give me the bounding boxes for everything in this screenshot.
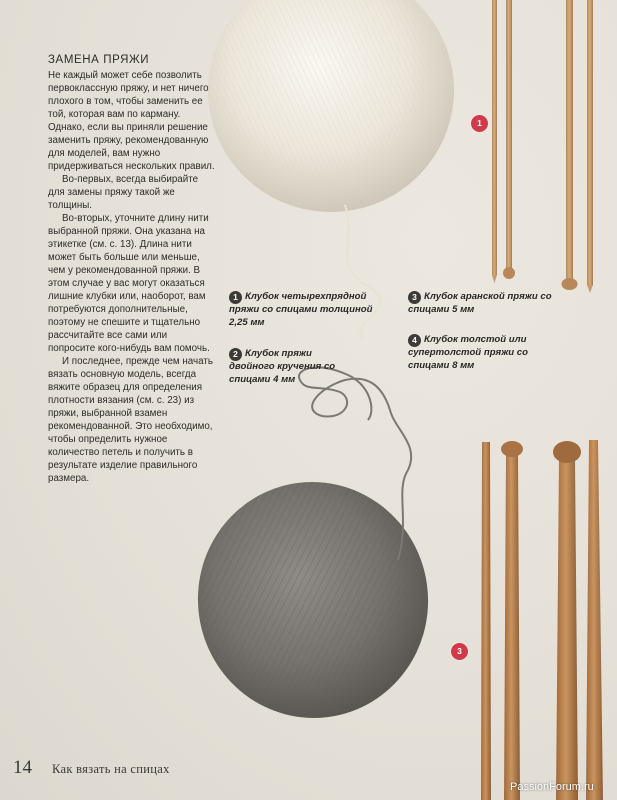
photo-marker-3: 3 xyxy=(451,643,468,660)
needle-thick-2 xyxy=(504,455,520,800)
caption-text: Клубок аранской пряжи со спицами 5 мм xyxy=(408,291,552,315)
needle-thin-4 xyxy=(587,0,593,285)
caption-number-badge: 4 xyxy=(408,334,421,347)
caption-number-badge: 1 xyxy=(229,291,242,304)
running-title: Как вязать на спицах xyxy=(52,762,170,776)
needle-thin-3 xyxy=(566,0,573,280)
article-paragraph: Во-вторых, уточните длину нити выбранной пряжи. Она указана на этикетке (см. с. 13). Длина нити может быть больше или меньше, чем у рекомендованной пряжи. В этом случае у вас могут оказаться лишние клубки или, наоборот, вам потребуются дополнительные, поэтому не спешите и тщательно рассчитайте все сами или попросите кого-нибудь вам помочь. xyxy=(48,213,210,354)
caption-text: Клубок толстой или супертолстой пряжи со спицами 8 мм xyxy=(408,334,528,371)
caption-text: Клубок пряжи двойного кручения со спицами 4 мм xyxy=(229,348,336,385)
caption-text: Клубок четырехпрядной пряжи со спицами толщиной 2,25 мм xyxy=(229,291,373,328)
needle-thick-4 xyxy=(586,440,603,800)
article-paragraph: Во-первых, всегда выбирайте для замены пряжу такой же толщины. xyxy=(48,174,199,211)
photo-marker-1: 1 xyxy=(471,115,488,132)
article-heading: ЗАМЕНА ПРЯЖИ xyxy=(48,54,150,66)
caption-3 xyxy=(408,291,558,317)
caption-1 xyxy=(229,291,389,329)
needle-thick-3 xyxy=(556,460,578,800)
caption-number-badge: 2 xyxy=(229,348,242,361)
page-number: 14 xyxy=(13,757,32,778)
needle-thin-1 xyxy=(492,0,497,275)
article xyxy=(48,53,216,485)
watermark: PassionForum.ru xyxy=(510,781,594,793)
caption-2 xyxy=(229,348,349,386)
needle-thick-1 xyxy=(481,442,491,800)
caption-4 xyxy=(408,334,558,372)
article-paragraph: И последнее, прежде чем начать вязать основную модель, всегда вяжите образец для определения плотности вязания (см. с. 23) из пряжи, выбранной взамен рекомендованной. Это необходимо, чтобы определить нужное количество петель и получить в результате изделие правильного размера. xyxy=(48,356,213,484)
caption-number-badge: 3 xyxy=(408,291,421,304)
article-paragraph: Не каждый может себе позволить первоклассную пряжу, и нет ничего плохого в том, чтобы заменить ее той, которая вам по карману. Однако, если вы приняли решение заменить пряжу, рекомендованную для моделей, вам нужно придерживаться нескольких правил. xyxy=(48,70,215,172)
needle-thin-2 xyxy=(506,0,512,270)
